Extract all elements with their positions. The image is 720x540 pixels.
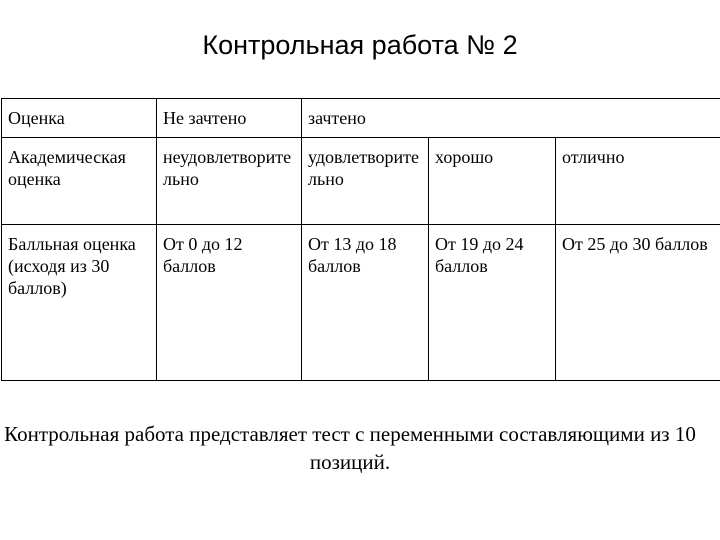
header-grade-cell: Оценка	[2, 99, 157, 138]
points-good-cell: От 19 до 24 баллов	[429, 225, 556, 381]
grading-table	[1, 98, 720, 381]
page-title: Контрольная работа № 2	[202, 30, 518, 60]
table-row-header	[2, 99, 720, 138]
table-row-points	[2, 225, 720, 381]
description-text: Контрольная работа представляет тест с переменными составляющими из 10 позиций.	[4, 422, 696, 474]
header-not-passed-cell: Не зачтено	[157, 99, 302, 138]
academic-label-cell: Академическая оценка	[2, 138, 157, 225]
table-row-academic	[2, 138, 720, 225]
academic-satisfactory-cell: удовлетворительно	[302, 138, 429, 225]
points-unsatisfactory-cell: От 0 до 12 баллов	[157, 225, 302, 381]
header-passed-cell: зачтено	[302, 99, 720, 138]
points-label-cell: Балльная оценка (исходя из 30 баллов)	[2, 225, 157, 381]
points-satisfactory-cell: От 13 до 18 баллов	[302, 225, 429, 381]
academic-unsatisfactory-cell: неудовлетворительно	[157, 138, 302, 225]
points-excellent-cell: От 25 до 30 баллов	[556, 225, 720, 381]
academic-excellent-cell: отлично	[556, 138, 720, 225]
academic-good-cell: хорошо	[429, 138, 556, 225]
